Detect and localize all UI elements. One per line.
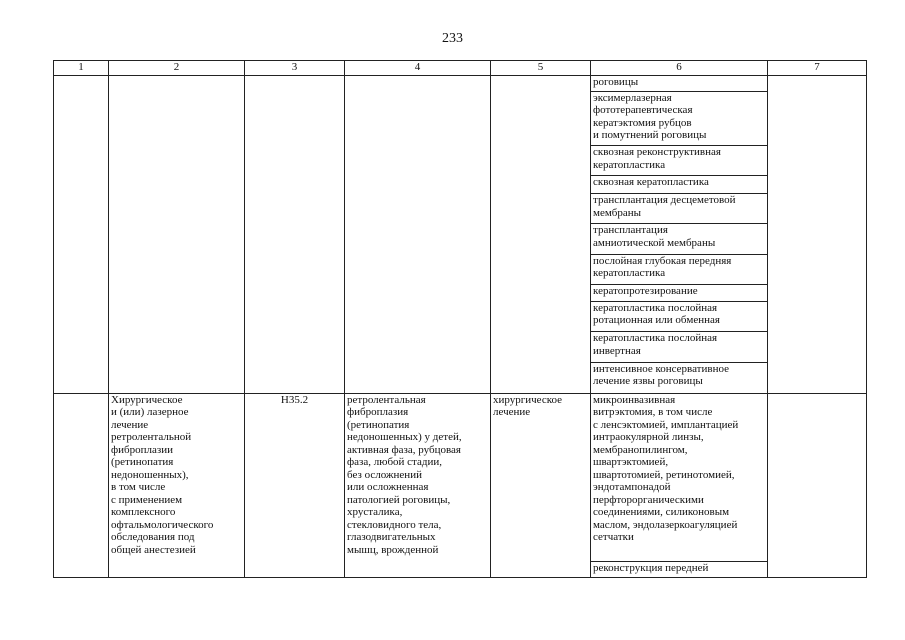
table-row bbox=[54, 393, 867, 561]
cell-col-7 bbox=[768, 76, 867, 394]
cell-col-1 bbox=[54, 76, 109, 394]
procedure-cell: кератопластика послойная ротационная или обменная bbox=[591, 301, 768, 331]
cell-col-7 bbox=[768, 393, 867, 577]
procedure-cell: роговицы bbox=[591, 76, 768, 92]
column-header-4: 4 bbox=[345, 61, 491, 76]
cell-col-1 bbox=[54, 393, 109, 577]
column-header-6: 6 bbox=[591, 61, 768, 76]
column-header-5: 5 bbox=[491, 61, 591, 76]
procedures-table bbox=[53, 60, 867, 578]
procedure-cell: послойная глубокая передняя кератопластика bbox=[591, 254, 768, 284]
column-header-7: 7 bbox=[768, 61, 867, 76]
procedure-cell: интенсивное консервативное лечение язвы роговицы bbox=[591, 362, 768, 393]
procedure-cell: сквозная кератопластика bbox=[591, 176, 768, 194]
treatment-type: хирургическое лечение bbox=[491, 393, 591, 577]
patient-model: ретролентальная фиброплазия (ретинопатия недоношенных) у детей, активная фаза, рубцовая фаза, любой стадии, без осложнений или осложненная патологией роговицы, хрусталика, стекловидного тела, глазодвигательных мышц, врожденной bbox=[345, 393, 491, 577]
cell-col-3 bbox=[245, 76, 345, 394]
procedure-cell: трансплантация десцеметовой мембраны bbox=[591, 194, 768, 224]
procedure-cell: кератопротезирование bbox=[591, 285, 768, 302]
procedure-cell: сквозная реконструктивная кератопластика bbox=[591, 146, 768, 176]
header-row bbox=[54, 61, 867, 76]
cell-col-5 bbox=[491, 76, 591, 394]
column-header-1: 1 bbox=[54, 61, 109, 76]
procedure-cell: трансплантация амниотической мембраны bbox=[591, 224, 768, 254]
procedure-cell: кератопластика послойная инвертная bbox=[591, 332, 768, 362]
cell-col-2 bbox=[109, 76, 245, 394]
icd-code: H35.2 bbox=[245, 393, 345, 577]
column-header-3: 3 bbox=[245, 61, 345, 76]
column-header-2: 2 bbox=[109, 61, 245, 76]
table-row bbox=[54, 76, 867, 92]
care-type-name: Хирургическое и (или) лазерное лечение ретролентальной фиброплазии (ретинопатия недоношенных), в том числе с применением комплексного офтальмологического обследования под общей анестезией bbox=[109, 393, 245, 577]
procedure-cell: реконструкция передней bbox=[591, 562, 768, 578]
procedure-cell: эксимерлазерная фототерапевтическая кератэктомия рубцов и помутнений роговицы bbox=[591, 91, 768, 145]
cell-col-4 bbox=[345, 76, 491, 394]
procedure-cell: микроинвазивная витрэктомия, в том числе с ленсэктомией, имплантацией интраокулярной линзы, мембранопилингом, швартэктомией, швартотомией, ретинотомией, эндотампонадой перфторорганическими соединениями, силиконовым маслом, эндолазеркоагуляцией сетчатки bbox=[591, 393, 768, 561]
page-number: 233 bbox=[442, 31, 463, 46]
